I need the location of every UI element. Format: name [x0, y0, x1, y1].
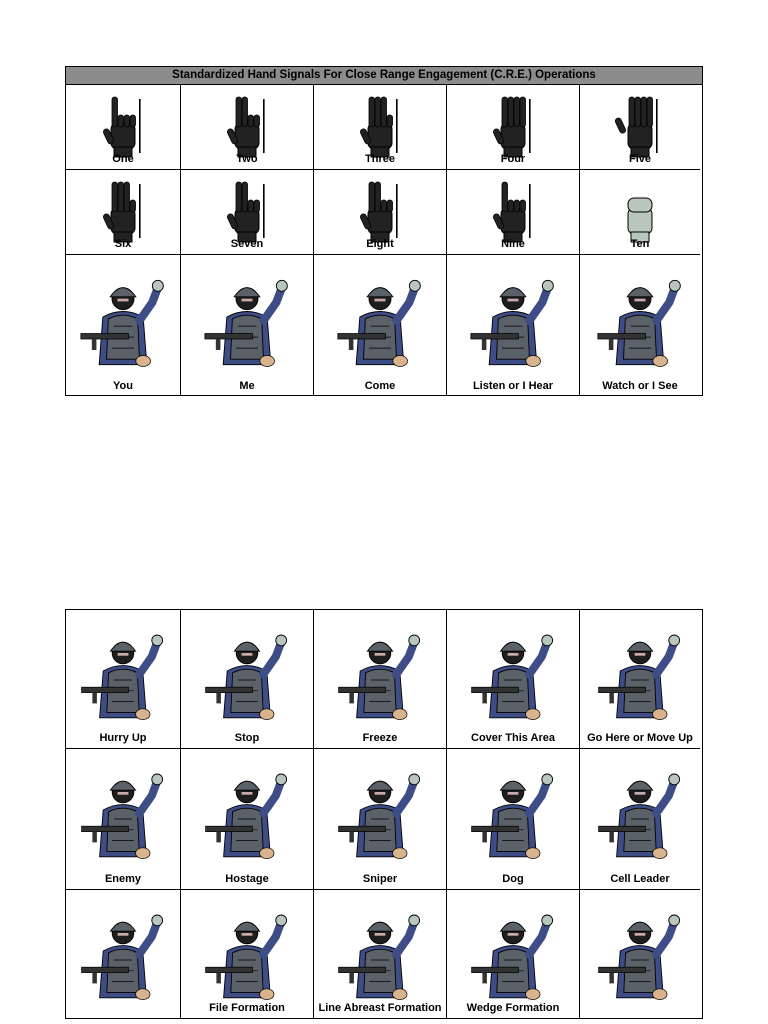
soldier-pointing-self-icon [181, 255, 313, 380]
signal-label: Four [500, 153, 526, 165]
signal-label: Hostage [225, 873, 269, 885]
six-hand-icon [66, 170, 180, 240]
signal-cell [580, 749, 700, 890]
soldier-pointing-icon [66, 255, 180, 380]
soldier-hand-to-eyes-icon [580, 255, 700, 380]
signal-cell [314, 890, 447, 1018]
signal-cell [181, 610, 314, 749]
four-fingers-hand-icon [447, 85, 579, 155]
open-hand-icon [580, 85, 700, 155]
signal-cell [580, 890, 700, 1018]
signal-cell [580, 610, 700, 749]
signal-cell [580, 255, 700, 396]
signal-label: Line Abreast Formation [318, 1002, 442, 1014]
signal-cell [447, 749, 580, 890]
signal-label: Come [364, 380, 396, 392]
signal-cell [181, 890, 314, 1018]
signal-label: One [112, 153, 134, 165]
signal-cell [66, 170, 181, 255]
signal-cell [447, 170, 580, 255]
eight-hand-icon [314, 170, 446, 240]
signal-cell [314, 255, 447, 396]
signal-label: Cell Leader [610, 873, 670, 885]
signal-cell [580, 170, 700, 255]
signal-label: Sniper [362, 873, 398, 885]
soldier-hand-over-head-icon [447, 610, 579, 732]
signal-label: Enemy [104, 873, 142, 885]
signal-label: Freeze [362, 732, 398, 744]
signal-label: Five [628, 153, 651, 165]
signal-label: Eight [366, 238, 394, 250]
signal-label: Nine [501, 238, 525, 250]
signal-cell [447, 255, 580, 396]
signal-cell [181, 255, 314, 396]
one-finger-hand-icon [66, 85, 180, 155]
soldier-wave-side-icon [66, 890, 180, 1012]
signal-label: Cover This Area [471, 732, 555, 744]
chart-title: Standardized Hand Signals For Close Range Engagement (C.R.E.) Operations [66, 67, 702, 85]
two-fingers-hand-icon [181, 85, 313, 155]
signal-label: You [113, 380, 133, 392]
signal-grid-1 [66, 85, 702, 396]
hand-signals-chart-part-1 [65, 66, 703, 396]
soldier-raised-fist-pump-icon [66, 610, 180, 732]
soldier-low-palm-icon [447, 749, 579, 871]
signal-label: Listen or I Hear [472, 380, 554, 392]
signal-cell [447, 85, 580, 170]
fist-hand-icon [580, 170, 700, 240]
signal-label: Hurry Up [99, 732, 147, 744]
signal-cell [181, 749, 314, 890]
soldier-hand-to-eye-icon [314, 749, 446, 871]
signal-cell [181, 85, 314, 170]
signal-cell [580, 85, 700, 170]
signal-cell [314, 749, 447, 890]
soldier-arm-out-icon [314, 890, 446, 1012]
soldier-open-palm-icon [181, 610, 313, 732]
signal-grid-2 [66, 610, 702, 1018]
signal-label: Three [365, 153, 395, 165]
nine-hand-icon [447, 170, 579, 240]
signal-label: Me [239, 380, 255, 392]
signal-cell [66, 749, 181, 890]
signal-cell [447, 610, 580, 749]
signal-label: Seven [230, 238, 264, 250]
signal-label: Two [236, 153, 258, 165]
signal-cell [66, 890, 181, 1018]
signal-label: Go Here or Move Up [587, 732, 693, 744]
signal-label: Stop [234, 732, 260, 744]
seven-hand-icon [181, 170, 313, 240]
signal-label: File Formation [209, 1002, 285, 1014]
signal-cell [314, 170, 447, 255]
signal-label: Six [114, 238, 132, 250]
signal-cell [314, 610, 447, 749]
signal-cell [314, 85, 447, 170]
signal-label: Ten [630, 238, 650, 250]
three-fingers-hand-icon [314, 85, 446, 155]
soldier-hand-to-throat-icon [181, 749, 313, 871]
soldier-raised-fist-icon [314, 610, 446, 732]
signal-cell [181, 170, 314, 255]
signal-label: Wedge Formation [466, 1002, 560, 1014]
signal-cell [66, 610, 181, 749]
soldier-pistol-icon [66, 749, 180, 871]
signal-cell [447, 890, 580, 1018]
signal-label: Watch or I See [602, 380, 678, 392]
soldier-rotate-finger-icon [580, 890, 700, 1012]
soldier-arm-up-wave-icon [181, 890, 313, 1012]
soldier-cupping-ear-icon [447, 255, 579, 380]
soldier-arm-down-icon [447, 890, 579, 1012]
hand-signals-chart-part-2 [65, 609, 703, 1019]
signal-cell [66, 85, 181, 170]
soldier-arm-across-icon [580, 749, 700, 871]
signal-label: Dog [502, 873, 524, 885]
soldier-beckon-icon [314, 255, 446, 380]
soldier-swing-arm-icon [580, 610, 700, 732]
signal-cell [66, 255, 181, 396]
